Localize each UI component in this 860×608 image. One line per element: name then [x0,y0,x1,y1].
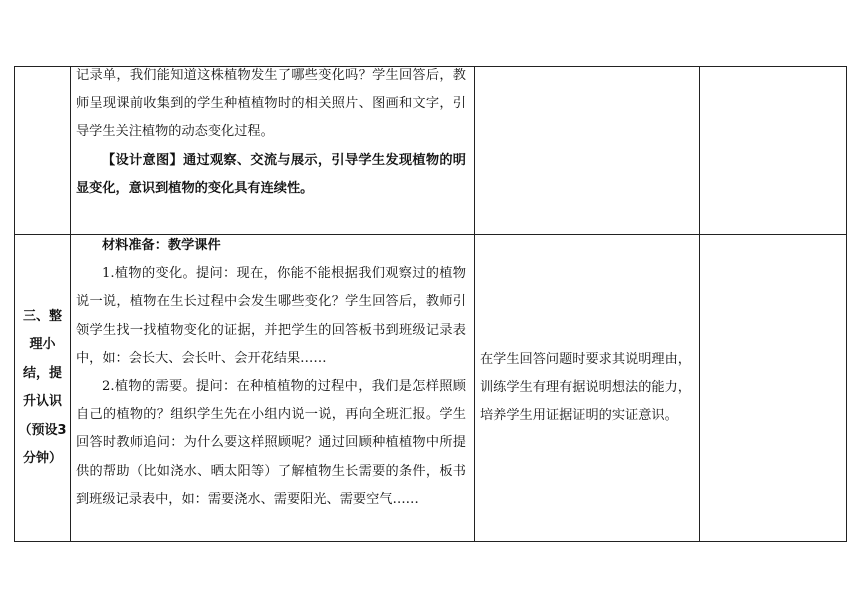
table-row [15,235,847,542]
stage-label: 三、整理小结，提升认识（预设3分钟） [18,308,67,466]
process-paragraph: 记录单，我们能知道这株植物发生了哪些变化吗？学生回答后，教师呈现课前收集到的学生种植植物时的相关照片、图画和文字，引导学生关注植物的动态变化过程。 [76,68,466,140]
stage-cell-empty [15,67,71,235]
process-text [71,232,474,514]
intent-text: 在学生回答问题时要求其说明理由，训练学生有理有据说明想法的能力，培养学生用证据证明的实证意识。 [480,351,691,424]
materials-line: 材料准备：教学课件 [102,238,221,253]
intent-cell-empty [475,67,700,235]
process-cell [71,67,475,235]
intent-cell [475,235,700,542]
notes-cell-empty [700,235,847,542]
stage-cell [15,235,71,542]
step-paragraph: 1.植物的变化。提问：现在，你能不能根据我们观察过的植物说一说，植物在生长过程中会发生哪些变化？学生回答后，教师引领学生找一找植物变化的证据，并把学生的回答板书到班级记录表中，如：会长大、会长叶、会开花结果…… [76,266,466,366]
lesson-plan-table [14,66,847,542]
design-intent-paragraph: 【设计意图】通过观察、交流与展示，引导学生发现植物的明显变化，意识到植物的变化具有连续性。 [76,152,466,196]
process-cell [71,235,475,542]
step-paragraph: 2.植物的需要。提问：在种植植物的过程中，我们是怎样照顾自己的植物的？组织学生先在小组内说一说，再向全班汇报。学生回答时教师追问：为什么要这样照顾呢？通过回顾种植植物中所提供的帮助（比如浇水、晒太阳等）了解植物生长需要的条件，板书到班级记录表中，如：需要浇水、需要阳光、需要空气…… [76,379,466,507]
process-text [71,62,474,203]
notes-cell-empty [700,67,847,235]
table-row [15,67,847,235]
